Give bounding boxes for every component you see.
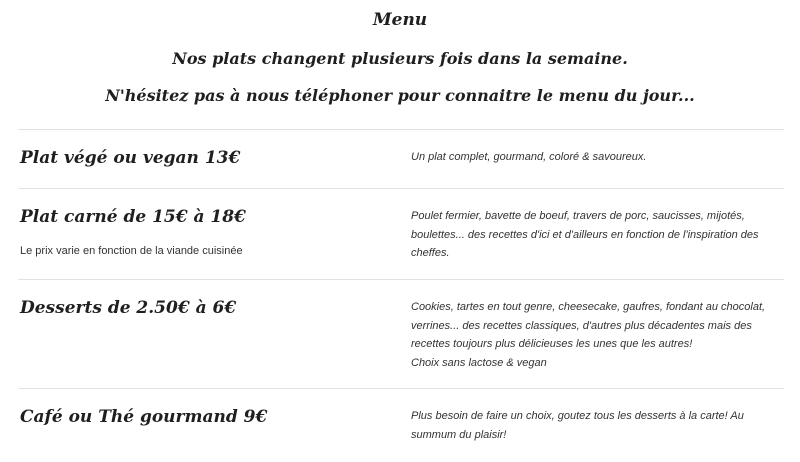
page-title: Menu [372, 10, 428, 30]
menu-item-description-line: verrines... des recettes classiques, d'autres plus décadentes mais des [411, 319, 752, 332]
menu-item-description-line: Un plat complet, gourmand, coloré & savoureux. [411, 151, 647, 163]
menu-item-name: Plat carné de 15€ à 18€ [20, 207, 246, 227]
menu-divider [18, 129, 784, 130]
menu-item-description-line: Plus besoin de faire un choix, goutez tous les desserts à la carte! Au [411, 410, 744, 422]
menu-divider [18, 279, 784, 280]
menu-item-description [411, 407, 783, 444]
menu-item-name: Desserts de 2.50€ à 6€ [20, 298, 237, 318]
menu-item-name: Café ou Thé gourmand 9€ [20, 407, 268, 427]
page-subtitle-line1: Nos plats changent plusieurs fois dans la semaine. [172, 49, 628, 68]
menu-item-description [411, 148, 783, 167]
menu-item-name: Plat végé ou vegan 13€ [20, 148, 241, 168]
menu-item-description-line: Poulet fermier, bavette de boeuf, travers de porc, saucisses, mijotés, [411, 210, 745, 222]
menu-item-description [411, 207, 783, 263]
menu-item-description-line: recettes toujours plus délicieuses les unes que les autres! [411, 338, 693, 350]
menu-item-description [411, 298, 783, 372]
menu-divider [18, 188, 784, 189]
menu-item-description-line: Choix sans lactose & vegan [411, 356, 547, 369]
menu-item-description-line: cheffes. [411, 247, 450, 259]
page-subtitle-line2: N'hésitez pas à nous téléphoner pour connaitre le menu du jour... [105, 86, 695, 105]
menu-divider [18, 388, 784, 389]
menu-item-description-line: Cookies, tartes en tout genre, cheesecake, gaufres, fondant au chocolat, [411, 301, 766, 313]
menu-item-description-line: summum du plaisir! [411, 428, 507, 441]
menu-item-note: Le prix varie en fonction de la viande cuisinée [20, 245, 243, 257]
menu-item-description-line: boulettes... des recettes d'ici et d'ailleurs en fonction de l'inspiration des [411, 228, 759, 241]
